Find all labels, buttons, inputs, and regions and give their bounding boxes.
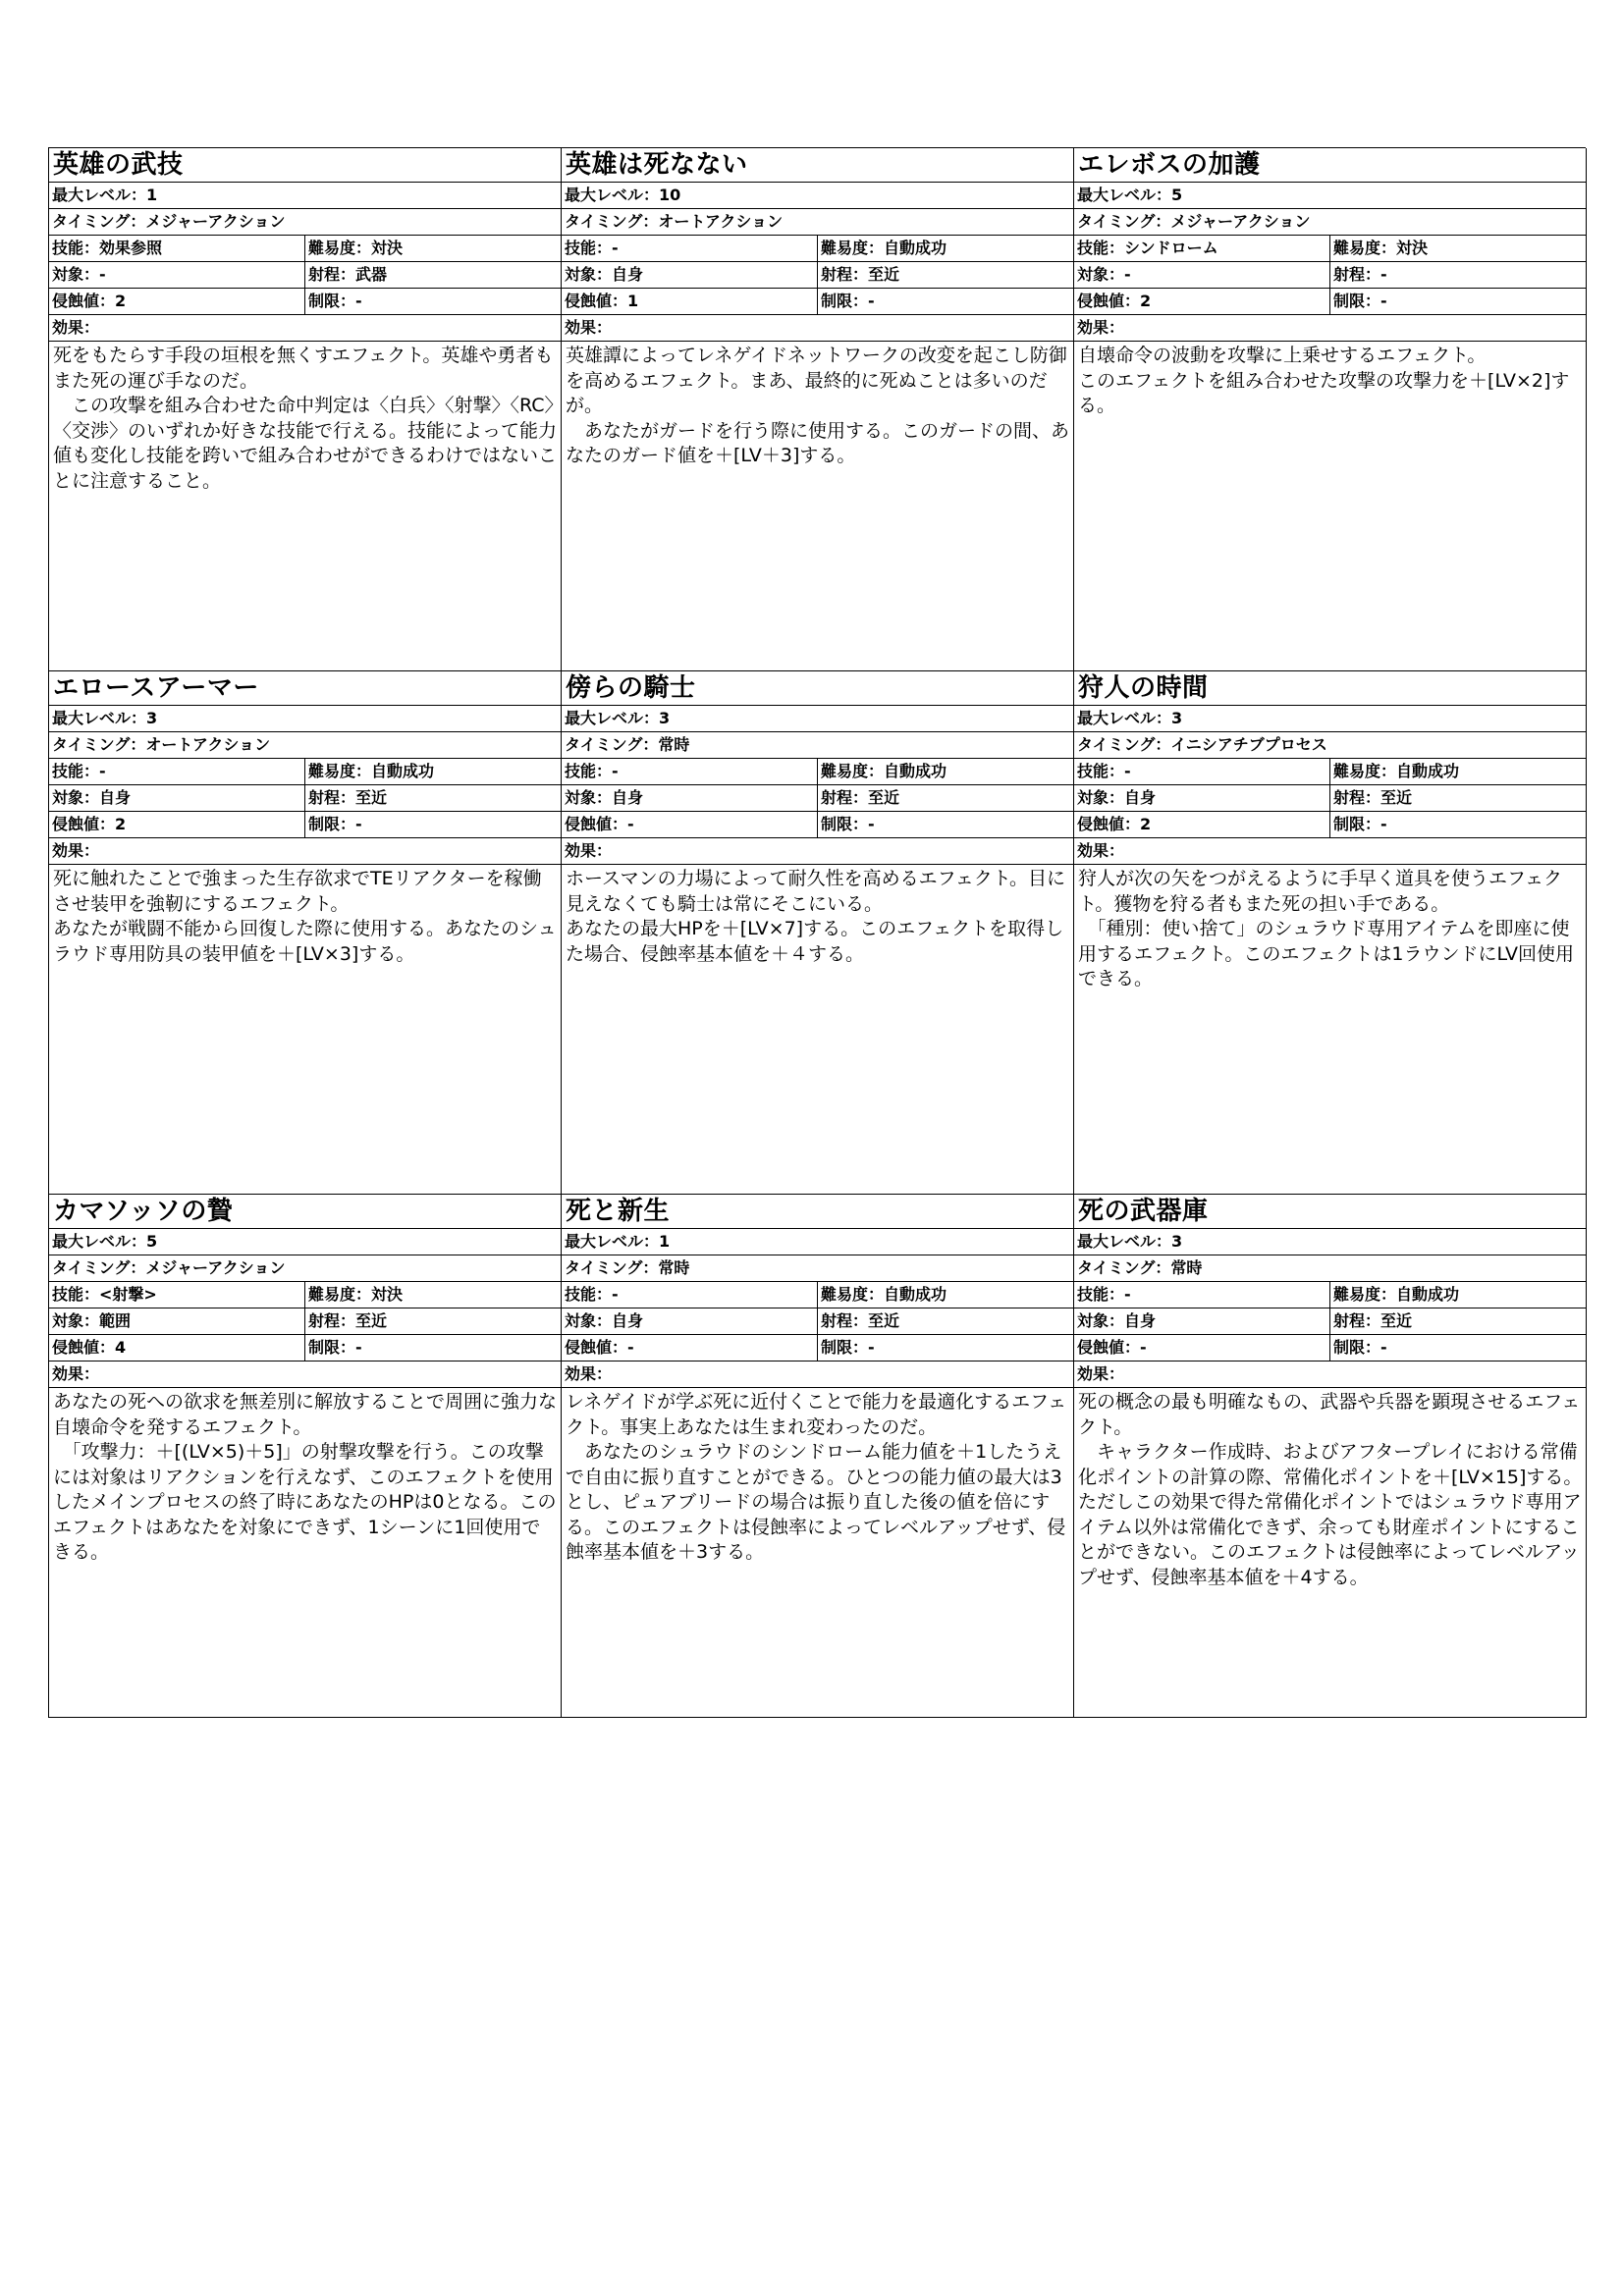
range: 射程：武器 [308,265,388,284]
erosion: 侵蝕値：2 [49,812,305,837]
max-level-row [49,706,561,732]
card-title: エレボスの加護 [1074,148,1586,183]
effect-label-row [49,838,561,865]
range: 射程：至近 [821,265,900,284]
difficulty: 難易度：対決 [1333,239,1429,257]
limit: 制限：- [308,292,362,310]
limit: 制限：- [308,1338,362,1357]
timing-row [1074,1255,1586,1282]
range: 射程：- [1333,265,1387,284]
erosion: 侵蝕値：- [1074,1335,1330,1361]
max-level-row [49,183,561,209]
effect-card [1074,148,1587,671]
erosion: 侵蝕値：4 [49,1335,305,1361]
difficulty: 難易度：自動成功 [821,1285,947,1304]
target-row [49,262,561,289]
effect-text: 英雄譚によってレネゲイドネットワークの改変を起こし防御を高めるエフェクト。まあ、最終的に死ぬことは多いのだが。 あなたがガードを行う際に使用する。このガードの間、あなたのガード値を＋[LV＋3]する。 [566,345,1070,466]
range: 射程：至近 [821,788,900,807]
erosion-row [562,812,1073,838]
timing: タイミング：メジャーアクション [52,1258,286,1277]
target-row [562,262,1073,289]
skill-row [49,236,561,262]
target: 対象：- [1074,262,1330,288]
max-level-row [562,706,1073,732]
effect-label: 効果： [52,841,100,860]
skill: 技能：シンドローム [1074,236,1330,261]
effect-card [49,148,562,671]
limit: 制限：- [821,815,875,833]
effect-label-row [1074,838,1586,865]
effect-text: 死に触れたことで強まった生存欲求でTEリアクターを稼働させ装甲を強靭にするエフェクト。 あなたが戦闘不能から回復した際に使用する。あなたのシュラウド専用防具の装甲値を＋[LV×3]する。 [53,868,557,965]
difficulty: 難易度：自動成功 [821,762,947,780]
range: 射程：至近 [1333,788,1413,807]
limit: 制限：- [308,815,362,833]
difficulty: 難易度：自動成功 [1333,1285,1460,1304]
erosion: 侵蝕値：2 [1074,289,1330,314]
skill-row [1074,759,1586,785]
effect-label: 効果： [1077,318,1125,337]
erosion-row [1074,812,1586,838]
target: 対象：自身 [1074,1308,1330,1334]
erosion-row [49,812,561,838]
timing: タイミング：常時 [565,1258,690,1277]
skill: 技能：- [562,759,818,784]
timing: タイミング：メジャーアクション [1077,212,1311,231]
effect-text: レネゲイドが学ぶ死に近付くことで能力を最適化するエフェクト。事実上あなたは生まれ変わったのだ。 あなたのシュラウドのシンドローム能力値を＋1したうえで自由に振り直すことができる。ひとつの能力値の最大は3とし、ピュアブリードの場合は振り直した後の値を倍にする。このエフェクトは侵蝕率によってレベルアップせず、侵蝕率基本値を＋3する。 [566,1391,1067,1563]
target-row [562,785,1073,812]
skill: 技能：- [1074,1282,1330,1308]
erosion: 侵蝕値：2 [1074,812,1330,837]
timing-row [562,1255,1073,1282]
max-level: 最大レベル：5 [52,1232,158,1251]
erosion-row [49,1335,561,1362]
target-row [1074,262,1586,289]
effect-label: 効果： [52,1364,100,1383]
card-title: 狩人の時間 [1074,671,1586,706]
target-row [49,1308,561,1335]
effect-label-row [1074,1362,1586,1388]
max-level: 最大レベル：5 [1077,186,1183,204]
effect-text: 死をもたらす手段の垣根を無くすエフェクト。英雄や勇者もまた死の運び手なのだ。 この攻撃を組み合わせた命中判定は〈白兵〉〈射撃〉〈RC〉〈交渉〉のいずれか好きな技能で行える。技能によって能力値も変化し技能を跨いで組み合わせができるわけではないことに注意すること。 [53,345,558,492]
effect-text: あなたの死への欲求を無差別に解放することで周囲に強力な自壊命令を発するエフェクト。 「攻撃力：＋[(LV×5)＋5]」の射撃攻撃を行う。この攻撃には対象はリアクションを行えなず、このエフェクトを使用したメインプロセスの終了時にあなたのHPは0となる。このエフェクトはあなたを対象にできず、1シーンに1回使用できる。 [53,1391,558,1563]
limit: 制限：- [1333,815,1387,833]
skill: 技能：- [562,1282,818,1308]
target-row [49,785,561,812]
skill: 技能：- [1074,759,1330,784]
target: 対象：自身 [562,1308,818,1334]
skill-row [562,236,1073,262]
erosion-row [562,1335,1073,1362]
target: 対象：自身 [1074,785,1330,811]
target: 対象：自身 [49,785,305,811]
timing-row [49,1255,561,1282]
effect-label: 効果： [1077,841,1125,860]
target: 対象：自身 [562,262,818,288]
max-level: 最大レベル：1 [52,186,158,204]
effect-text: 狩人が次の矢をつがえるように手早く道具を使うエフェクト。獲物を狩る者もまた死の担い手である。 「種別：使い捨て」のシュラウド専用アイテムを即座に使用するエフェクト。このエフェクトは1ラウンドにLV回使用できる。 [1078,868,1574,989]
effect-label: 効果： [565,318,613,337]
target: 対象：範囲 [49,1308,305,1334]
effect-label-row [1074,315,1586,342]
effect-label: 効果： [565,841,613,860]
range: 射程：至近 [821,1311,900,1330]
effect-card [1074,1195,1587,1718]
skill: 技能：効果参照 [49,236,305,261]
max-level: 最大レベル：3 [1077,709,1183,727]
effect-label-row [562,1362,1073,1388]
skill: 技能：- [49,759,305,784]
target-row [562,1308,1073,1335]
card-title: 英雄の武技 [49,148,561,183]
difficulty: 難易度：自動成功 [821,239,947,257]
erosion-row [1074,289,1586,315]
max-level: 最大レベル：3 [1077,1232,1183,1251]
limit: 制限：- [1333,292,1387,310]
target-row [1074,785,1586,812]
card-title: 死と新生 [562,1195,1073,1229]
effect-card [1074,671,1587,1195]
skill-row [1074,1282,1586,1308]
max-level-row [49,1229,561,1255]
limit: 制限：- [821,292,875,310]
timing: タイミング：オートアクション [565,212,784,231]
timing-row [1074,209,1586,236]
effect-card [562,671,1074,1195]
timing: タイミング：イニシアチブプロセス [1077,735,1327,754]
erosion-row [1074,1335,1586,1362]
effect-label-row [49,315,561,342]
timing: タイミング：オートアクション [52,735,271,754]
max-level: 最大レベル：1 [565,1232,671,1251]
skill-row [49,759,561,785]
max-level-row [1074,1229,1586,1255]
timing: タイミング：常時 [1077,1258,1203,1277]
card-title: 死の武器庫 [1074,1195,1586,1229]
timing-row [49,732,561,759]
erosion-row [562,289,1073,315]
effect-label: 効果： [1077,1364,1125,1383]
timing-row [49,209,561,236]
timing-row [562,732,1073,759]
effect-card-sheet [48,147,1586,1718]
skill-row [562,1282,1073,1308]
max-level: 最大レベル：3 [565,709,671,727]
card-title: エロースアーマー [49,671,561,706]
card-title: 傍らの騎士 [562,671,1073,706]
effect-text: 死の概念の最も明確なもの、武器や兵器を顕現させるエフェクト。 キャラクター作成時、およびアフタープレイにおける常備化ポイントの計算の際、常備化ポイントを＋[LV×15]する。ただしこの効果で得た常備化ポイントではシュラウド専用アイテム以外は常備化できず、余っても財産ポイントにすることができない。このエフェクトは侵蝕率によってレベルアップせず、侵蝕率基本値を＋4する。 [1078,1391,1583,1588]
max-level-row [1074,706,1586,732]
erosion: 侵蝕値：- [562,812,818,837]
limit: 制限：- [1333,1338,1387,1357]
max-level-row [562,183,1073,209]
effect-label-row [49,1362,561,1388]
skill: 技能：- [562,236,818,261]
skill-row [49,1282,561,1308]
erosion: 侵蝕値：1 [562,289,818,314]
card-title: カマソッソの贄 [49,1195,561,1229]
effect-label: 効果： [565,1364,613,1383]
erosion-row [49,289,561,315]
range: 射程：至近 [308,788,388,807]
difficulty: 難易度：対決 [308,239,404,257]
effect-card [562,148,1074,671]
effect-label: 効果： [52,318,100,337]
target: 対象：自身 [562,785,818,811]
skill-row [1074,236,1586,262]
effect-label-row [562,838,1073,865]
erosion: 侵蝕値：2 [49,289,305,314]
range: 射程：至近 [1333,1311,1413,1330]
timing-row [1074,732,1586,759]
max-level-row [1074,183,1586,209]
timing: タイミング：常時 [565,735,690,754]
card-title: 英雄は死なない [562,148,1073,183]
range: 射程：至近 [308,1311,388,1330]
effect-text: ホースマンの力場によって耐久性を高めるエフェクト。目に見えなくても騎士は常にそこにいる。 あなたの最大HPを＋[LV×7]する。このエフェクトを取得した場合、侵蝕率基本値を＋４する。 [566,868,1066,965]
timing: タイミング：メジャーアクション [52,212,286,231]
max-level: 最大レベル：3 [52,709,158,727]
difficulty: 難易度：自動成功 [1333,762,1460,780]
limit: 制限：- [821,1338,875,1357]
timing-row [562,209,1073,236]
skill: 技能：<射撃> [49,1282,305,1308]
max-level: 最大レベル：10 [565,186,681,204]
difficulty: 難易度：自動成功 [308,762,435,780]
erosion: 侵蝕値：- [562,1335,818,1361]
skill-row [562,759,1073,785]
target: 対象：- [49,262,305,288]
effect-card [49,1195,562,1718]
effect-card [49,671,562,1195]
difficulty: 難易度：対決 [308,1285,404,1304]
max-level-row [562,1229,1073,1255]
target-row [1074,1308,1586,1335]
effect-text: 自壊命令の波動を攻撃に上乗せするエフェクト。 このエフェクトを組み合わせた攻撃の攻撃力を＋[LV×2]する。 [1078,345,1570,416]
effect-card [562,1195,1074,1718]
effect-label-row [562,315,1073,342]
